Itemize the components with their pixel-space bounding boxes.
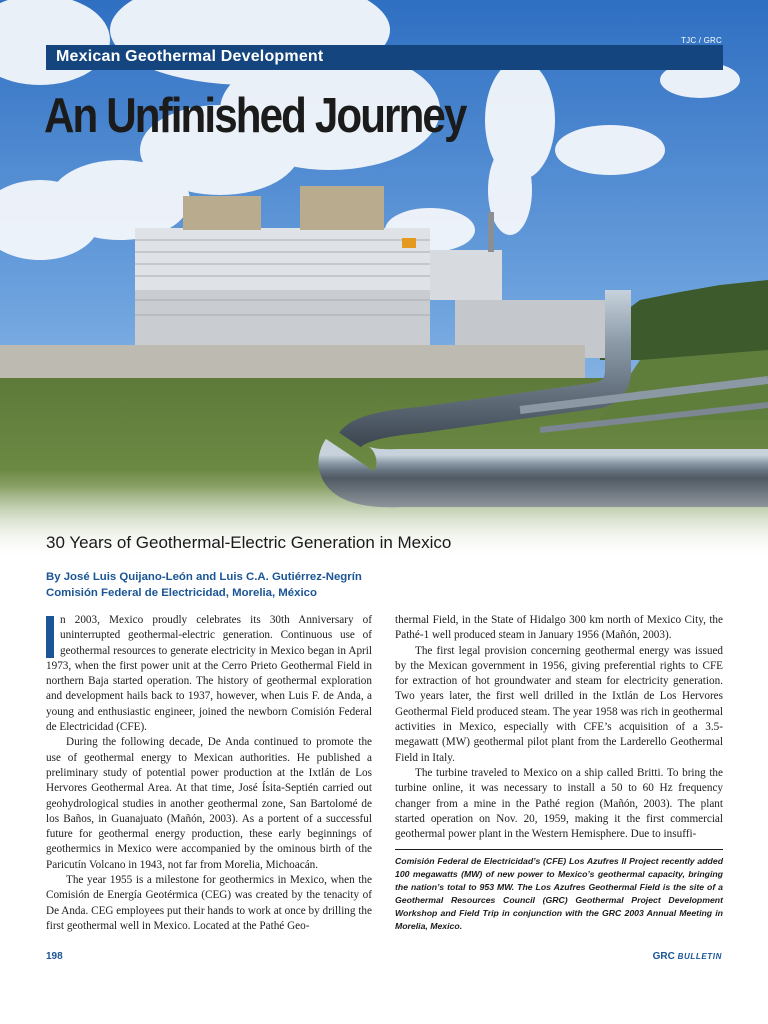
publication-name <box>653 951 722 962</box>
article-subtitle: 30 Years of Geothermal-Electric Generation in Mexico <box>46 533 452 552</box>
body-paragraph: The first legal provision concerning geothermal energy was issued by the Mexican government in 1956, giving preferential rights to CFE for extraction of hot groundwater and steam for electricity generation. Two years later, the first well drilled in the Ixtlán de Los Hervores Geothermal Field produced steam. The year 1958 was rich in geothermal activities in Mexico, especially with CFE’s acquisition of a 3.5-megawatt (MW) geothermal pilot plant from the Larderello Geothermal Field in Italy. <box>395 644 723 764</box>
body-paragraph: The year 1955 is a milestone for geothermics in Mexico, when the Comisión de Energía Geotérmica (CEG) was created by the tenacity of De Anda. CEG employees put their hands to work at once by drilling the first geothermal well in Mexico. Located at the Pathé Geo- <box>46 874 372 932</box>
body-column-left <box>46 613 372 934</box>
body-paragraph: The turbine traveled to Mexico on a ship called Britti. To bring the turbine online, it was necessary to install a 50 to 60 Hz frequency changer from a mine in the Pathé region (Mañón, 2003). The plant started operation on Nov. 20, 1959, making it the first commercial geothermal power plant in the Western Hemisphere. Due to insuffi- <box>395 766 723 841</box>
publication-name-bulletin: BULLETIN <box>677 952 722 961</box>
publication-tag: TJC / GRC <box>681 36 722 45</box>
author-names: By José Luis Quijano-León and Luis C.A. Gutiérrez-Negrín <box>46 571 362 583</box>
body-paragraph: thermal Field, in the State of Hidalgo 300 km north of Mexico City, the Pathé-1 well produced steam in January 1956 (Mañón, 2003). <box>395 614 723 642</box>
body-paragraph <box>46 613 372 735</box>
section-title: Mexican Geothermal Development <box>56 48 324 65</box>
byline <box>46 569 362 601</box>
publication-name-grc: GRC <box>652 951 675 962</box>
page-number: 198 <box>46 951 63 962</box>
paragraph-text: n 2003, Mexico proudly celebrates its 30th Anniversary of uninterrupted geothermal-electric generation. Continuous use of geothermal resources to generate electricity in Mexico began in April 1973, when the first power unit at the Cerro Prieto Geothermal Field in northern Baja started operation. The history of geothermal exploration and development hails back to 1937, however, when Luis F. de Anda, a young and enthusiastic engineer, joined the newborn Comisión Federal de Electricidad (CFE). <box>46 614 372 734</box>
section-banner <box>46 45 723 70</box>
caption-rule <box>395 849 723 850</box>
drop-cap-bar <box>46 616 54 658</box>
body-paragraph: During the following decade, De Anda continued to promote the use of geothermal energy to Mexican authorities. He published a preliminary study of potential power production at the Ixtlán de Los Hervores Geothermal Area. At that time, José Ísita-Septién carried out geohydrological studies in another geothermal zone, San Bartolomé de los Baños, in Guanajuato (Mañón, 2003). As a portent of a successful future for geothermal energy production, these early beginnings of geothermics in Mexico were accompanied by the ominous birth of the Paricutín Volcano in 1943, not far from Morelia, Michoacán. <box>46 736 372 871</box>
author-affiliation: Comisión Federal de Electricidad, Morelia, México <box>46 587 317 599</box>
article-title: An Unfinished Journey <box>44 89 466 143</box>
body-column-right <box>395 613 723 842</box>
photo-caption: Comisión Federal de Electricidad’s (CFE) Los Azufres II Project recently added 100 megawatts (MW) of new power to Mexico’s geothermal capacity, bringing the nation’s total to 953 MW. The Los Azufres Geothermal Field is the site of a Geothermal Resources Council (GRC) Geothermal Project Development Workshop and Field Trip in conjunction with the GRC 2003 Annual Meeting in Morelia, Mexico. <box>395 856 723 931</box>
